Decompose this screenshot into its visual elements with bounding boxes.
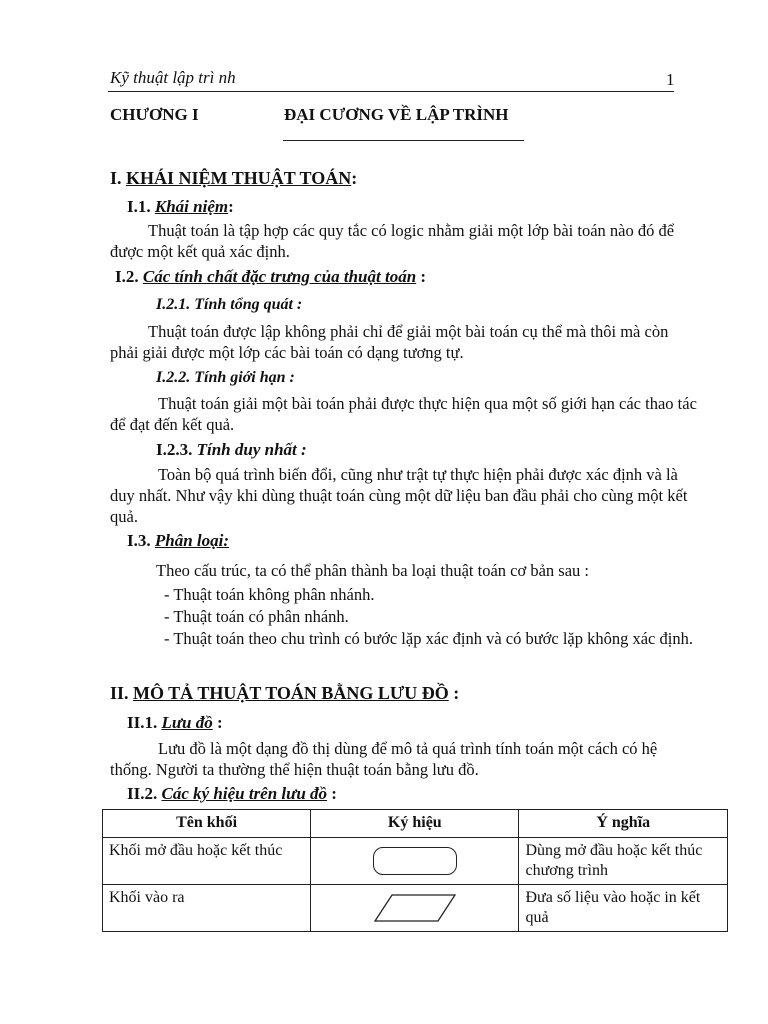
subsection-1-2-title: Các tính chất đặc trưng của thuật toán — [142, 267, 417, 286]
table-cell-meaning: Dùng mở đầu hoặc kết thúc chương trình — [519, 838, 728, 885]
header-rule — [108, 91, 674, 92]
subsection-2-2-title: Các ký hiệu trên lưu đồ — [161, 784, 328, 803]
property-1-text: Thuật toán được lập không phải chỉ để giải một bài toán cụ thể mà thôi mà còn phải giải được một lớp các bài toán có dạng tương tự. — [110, 322, 669, 362]
section-2-title-suffix: : — [448, 683, 460, 703]
table-cell-name: Khối vào ra — [103, 885, 311, 932]
table-cell-symbol — [311, 838, 519, 885]
property-3-number: I.2.3. — [156, 440, 193, 459]
chapter-title: ĐẠI CƯƠNG VỀ LẬP TRÌNH — [284, 105, 509, 124]
property-3-text: Toàn bộ quá trình biến đổi, cũng như trật tự thực hiện phải được xác định và là duy nhất. Như vậy khi dùng thuật toán cùng một dữ liệu ban đầu phải cho cùng một kết quả. — [110, 465, 688, 526]
table-header-cell: Ý nghĩa — [519, 810, 728, 838]
section-1-title-suffix: : — [351, 168, 358, 188]
table-cell-symbol — [311, 885, 519, 932]
table-row — [103, 885, 728, 932]
subsection-1-1-heading — [127, 197, 234, 217]
subsection-2-1-heading — [127, 713, 223, 733]
subsection-1-1-text: Thuật toán là tập hợp các quy tắc có logic nhằm giải một lớp bài toán nào đó để được một kết quả xác định. — [110, 221, 675, 261]
classification-item: - Thuật toán theo chu trình có bước lặp xác định và có bước lặp không xác định. — [164, 629, 693, 648]
subsection-2-2-number: II.2. — [127, 784, 158, 803]
subsection-1-2-number: I.2. — [115, 267, 139, 286]
classification-intro: Theo cấu trúc, ta có thể phân thành ba loại thuật toán cơ bản sau : — [156, 561, 589, 580]
page-number: 1 — [666, 70, 675, 89]
property-2-text: Thuật toán giải một bài toán phải được thực hiện qua một số giới hạn các thao tác để đạt đến kết quả. — [110, 394, 697, 434]
rounded-rectangle-icon — [373, 847, 457, 875]
subsection-2-1-suffix: : — [212, 713, 223, 732]
subsection-1-2-heading — [115, 267, 426, 287]
property-3-title: Tính duy nhất : — [196, 440, 307, 459]
classification-item: - Thuật toán không phân nhánh. — [164, 585, 375, 604]
chapter-title-rule — [283, 140, 524, 141]
subsection-2-2-heading — [127, 784, 337, 804]
running-header-title: Kỹ thuật lập trì nh — [110, 68, 236, 87]
parallelogram-icon — [374, 894, 456, 922]
section-2-heading — [110, 683, 459, 704]
property-1-heading: I.2.1. Tính tổng quát : — [156, 296, 303, 313]
section-1-number: I. — [110, 168, 122, 188]
subsection-2-1-text: Lưu đồ là một dạng đồ thị dùng để mô tả quá trình tính toán một cách có hệ thống. Người ta thường thể hiện thuật toán bằng lưu đồ. — [110, 739, 658, 779]
table-cell-name: Khối mở đầu hoặc kết thúc — [103, 838, 311, 885]
subsection-2-1-title: Lưu đồ — [161, 713, 213, 732]
property-2-heading: I.2.2. Tính giới hạn : — [156, 369, 295, 386]
flowchart-symbol-table — [102, 809, 728, 932]
subsection-1-1-suffix: : — [228, 197, 234, 216]
subsection-1-3-number: I.3. — [127, 531, 151, 550]
section-1-title: KHÁI NIỆM THUẬT TOÁN — [126, 168, 352, 188]
subsection-1-2-suffix: : — [416, 267, 427, 286]
subsection-1-1-number: I.1. — [127, 197, 151, 216]
classification-item: - Thuật toán có phân nhánh. — [164, 607, 349, 626]
subsection-2-2-suffix: : — [327, 784, 337, 803]
section-2-number: II. — [110, 683, 129, 703]
table-row — [103, 838, 728, 885]
property-3-heading — [156, 440, 307, 460]
table-header-row — [103, 810, 728, 838]
subsection-1-3-heading — [127, 531, 229, 551]
table-cell-meaning: Đưa số liệu vào hoặc in kết quả — [519, 885, 728, 932]
subsection-2-1-number: II.1. — [127, 713, 158, 732]
chapter-number: CHƯƠNG I — [110, 105, 199, 124]
table-header-cell: Ký hiệu — [311, 810, 519, 838]
subsection-1-3-title: Phân loại: — [154, 531, 230, 550]
section-2-title: MÔ TẢ THUẬT TOÁN BẰNG LƯU ĐỒ — [133, 683, 449, 703]
section-1-heading — [110, 168, 357, 189]
subsection-1-1-title: Khái niệm — [154, 197, 229, 216]
table-header-cell: Tên khối — [103, 810, 311, 838]
